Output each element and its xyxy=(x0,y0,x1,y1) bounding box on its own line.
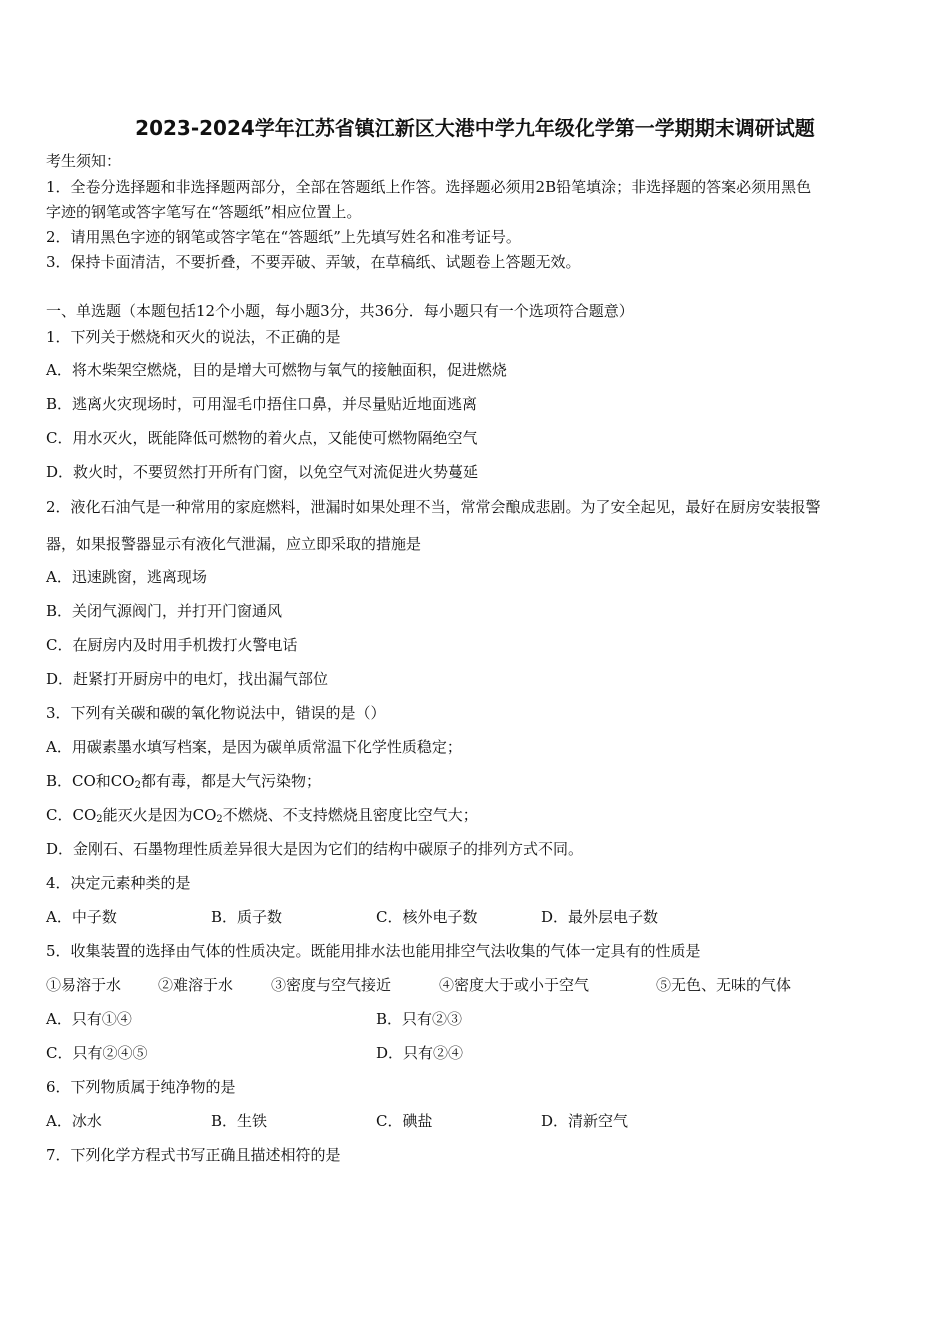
question-1-option-a: A．将木柴架空燃烧，目的是增大可燃物与氧气的接触面积，促进燃烧 xyxy=(46,361,507,379)
question-4-option-c: C．核外电子数 xyxy=(376,908,478,926)
question-5-option-a: A．只有①④ xyxy=(46,1010,132,1028)
question-1-option-d: D．救火时，不要贸然打开所有门窗，以免空气对流促进火势蔓延 xyxy=(46,463,479,481)
question-4-option-d: D．最外层电子数 xyxy=(541,908,659,926)
question-7-stem: 7．下列化学方程式书写正确且描述相符的是 xyxy=(46,1146,341,1164)
notice-heading: 考生须知： xyxy=(46,152,122,170)
section-heading: 一、单选题（本题包括12个小题，每小题3分，共36分．每小题只有一个选项符合题意） xyxy=(46,302,634,320)
question-5-stem: 5．收集装置的选择由气体的性质决定。既能用排水法也能用排空气法收集的气体一定具有的性质是 xyxy=(46,942,701,960)
question-3-option-a: A．用碳素墨水填写档案，是因为碳单质常温下化学性质稳定； xyxy=(46,738,462,756)
question-6-option-a: A．冰水 xyxy=(46,1112,102,1130)
question-4-option-a: A．中子数 xyxy=(46,908,117,926)
question-5-property-3: ③密度与空气接近 xyxy=(271,976,392,994)
question-6-stem: 6．下列物质属于纯净物的是 xyxy=(46,1078,236,1096)
question-4-option-b: B．质子数 xyxy=(211,908,283,926)
question-5-property-5: ⑤无色、无味的气体 xyxy=(656,976,792,994)
question-6-option-b: B．生铁 xyxy=(211,1112,268,1130)
question-3-option-c: C．$CO_2$能灭火是因为$CO_2$不燃烧、不支持燃烧且密度比空气大； xyxy=(46,806,478,825)
question-1-option-c: C．用水灭火，既能降低可燃物的着火点，又能使可燃物隔绝空气 xyxy=(46,429,478,447)
question-3-option-b: B．CO和$CO_2$都有毒，都是大气污染物； xyxy=(46,772,321,791)
page-title: 2023-2024学年江苏省镇江新区大港中学九年级化学第一学期期末调研试题 xyxy=(135,116,815,140)
question-5-property-1: ①易溶于水 xyxy=(46,976,122,994)
question-3-option-d: D．金刚石、石墨物理性质差异很大是因为它们的结构中碳原子的排列方式不同。 xyxy=(46,840,584,858)
notice-item-1: 1．全卷分选择题和非选择题两部分，全部在答题纸上作答。选择题必须用2B铅笔填涂；非选择题的答案必须用黑色 xyxy=(46,178,812,196)
question-3-stem: 3．下列有关碳和碳的氧化物说法中，错误的是（） xyxy=(46,704,386,722)
notice-item-2: 2．请用黑色字迹的钢笔或答字笔在“答题纸”上先填写姓名和准考证号。 xyxy=(46,228,521,246)
question-2-option-d: D．赶紧打开厨房中的电灯，找出漏气部位 xyxy=(46,670,329,688)
question-5-option-c: C．只有②④⑤ xyxy=(46,1044,148,1062)
notice-item-1-cont: 字迹的钢笔或答字笔写在“答题纸”相应位置上。 xyxy=(46,203,362,221)
question-6-option-c: C．碘盐 xyxy=(376,1112,433,1130)
question-1-stem: 1．下列关于燃烧和灭火的说法，不正确的是 xyxy=(46,328,341,346)
question-2-stem: 2．液化石油气是一种常用的家庭燃料，泄漏时如果处理不当，常常会酿成悲剧。为了安全起见，最好在厨房安装报警 xyxy=(46,498,821,516)
question-2-stem-cont: 器，如果报警器显示有液化气泄漏，应立即采取的措施是 xyxy=(46,535,422,553)
question-5-property-2: ②难溶于水 xyxy=(158,976,234,994)
question-2-option-a: A．迅速跳窗，逃离现场 xyxy=(46,568,207,586)
question-4-stem: 4．决定元素种类的是 xyxy=(46,874,191,892)
notice-item-3: 3．保持卡面清洁，不要折叠，不要弄破、弄皱，在草稿纸、试题卷上答题无效。 xyxy=(46,253,581,271)
question-5-option-b: B．只有②③ xyxy=(376,1010,463,1028)
question-2-option-b: B．关闭气源阀门，并打开门窗通风 xyxy=(46,602,283,620)
question-5-property-4: ④密度大于或小于空气 xyxy=(439,976,590,994)
question-2-option-c: C．在厨房内及时用手机拨打火警电话 xyxy=(46,636,298,654)
question-1-option-b: B．逃离火灾现场时，可用湿毛巾捂住口鼻，并尽量贴近地面逃离 xyxy=(46,395,478,413)
question-6-option-d: D．清新空气 xyxy=(541,1112,629,1130)
question-5-option-d: D．只有②④ xyxy=(376,1044,464,1062)
